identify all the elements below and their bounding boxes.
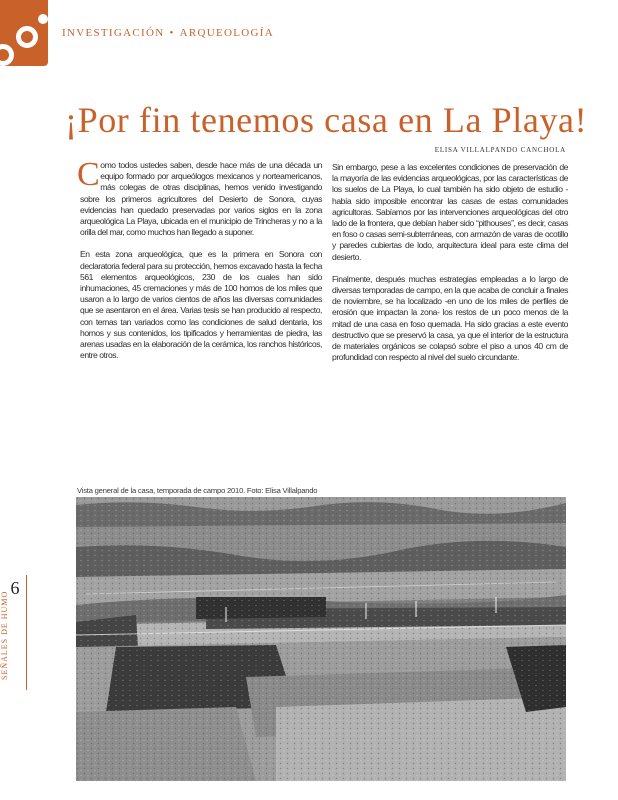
article-paragraph: Sin embargo, pese a las excelentes condiciones de preservación de la mayoría de las evidencias arqueológicas, por las características de los suelos de La Playa, lo cual también ha sido objeto de estudio - había sido imposible encontrar las casas de estas comunidades agricultoras. Sabíamos por las intervenciones arqueológicas del otro lado de la frontera, que debían haber sido “pithouses”, es decir, casas en foso o casas semi-subterráneas, con armazón de varas de ocotillo y paredes cubiertas de lodo, arquitectura ideal para este clima del desierto. xyxy=(332,162,568,262)
article-title: ¡Por fin tenemos casa en La Playa! xyxy=(65,100,588,140)
logo-ring xyxy=(16,26,38,48)
page-number: 6 xyxy=(10,578,20,598)
logo-ring xyxy=(0,44,14,66)
paragraph-text: omo todos ustedes saben, desde hace más de una década un equipo formado por arqueólogos mexicanos y norteamericanos, más colegas de otras disciplinas, hemos venido investigando sobre los primeros agricultores del Desierto de Sonora, cuyas evidencias han quedado preservadas por varios siglos en la zona arqueológica La Playa, ubicada en el municipio de Trincheras y no a la orilla del mar, como muchos han llegado a suponer. xyxy=(80,160,322,238)
article-paragraph: En esta zona arqueológica, que es la primera en Sonora con declaratoria federal para su protección, hemos excavado hasta la fecha 561 elementos arqueológicos, 230 de los cuales han sido inhumaciones, 45 cremaciones y más de 100 hornos de los miles que usaron a lo largo de varios cientos de años las diversas comunidades que se asentaron en el área. Varias tesis se han producido al respecto, con temas tan variados como las condiciones de salud dentaria, los hornos y sus contenidos, los tipificados y herramientas de piedra, las arenas usadas en la elaboración de la cerámica, los ranchos históricos, entre otros. xyxy=(80,249,322,361)
logo-dot xyxy=(38,14,48,24)
page-divider-line xyxy=(26,575,27,690)
article-column-left xyxy=(77,156,322,372)
photo-caption: Vista general de la casa, temporada de campo 2010. Foto: Elisa Villalpando xyxy=(77,486,318,495)
article-author: ELISA VILLALPANDO CANCHOLA xyxy=(434,146,566,154)
drop-cap: C xyxy=(77,156,100,193)
magazine-name: SEÑALES DE HUMO xyxy=(0,590,9,680)
section-label-part1: INVESTIGACIÓN xyxy=(62,27,165,39)
section-separator: • xyxy=(169,27,175,39)
article-column-right xyxy=(332,162,568,374)
section-label-part2: ARQUEOLOGÍA xyxy=(179,27,274,39)
magazine-logo xyxy=(0,0,48,66)
section-label xyxy=(62,27,274,39)
article-paragraph: Finalmente, después muchas estrategias empleadas a lo largo de diversas temporadas de campo, en la que acaba de concluir a finales de noviembre, se ha localizado -en uno de los miles de perfiles de erosión que impactan la zona- los restos de un poco menos de la mitad de una casa en foso quemada. Ha sido gracias a este evento destructivo que se preservó la casa, ya que el interior de la estructura de materiales orgánicos se colapsó sobre el piso a unos 40 cm de profundidad con respecto al nivel del suelo circundante. xyxy=(332,273,568,363)
excavation-photo xyxy=(76,497,566,781)
article-paragraph xyxy=(77,156,322,238)
